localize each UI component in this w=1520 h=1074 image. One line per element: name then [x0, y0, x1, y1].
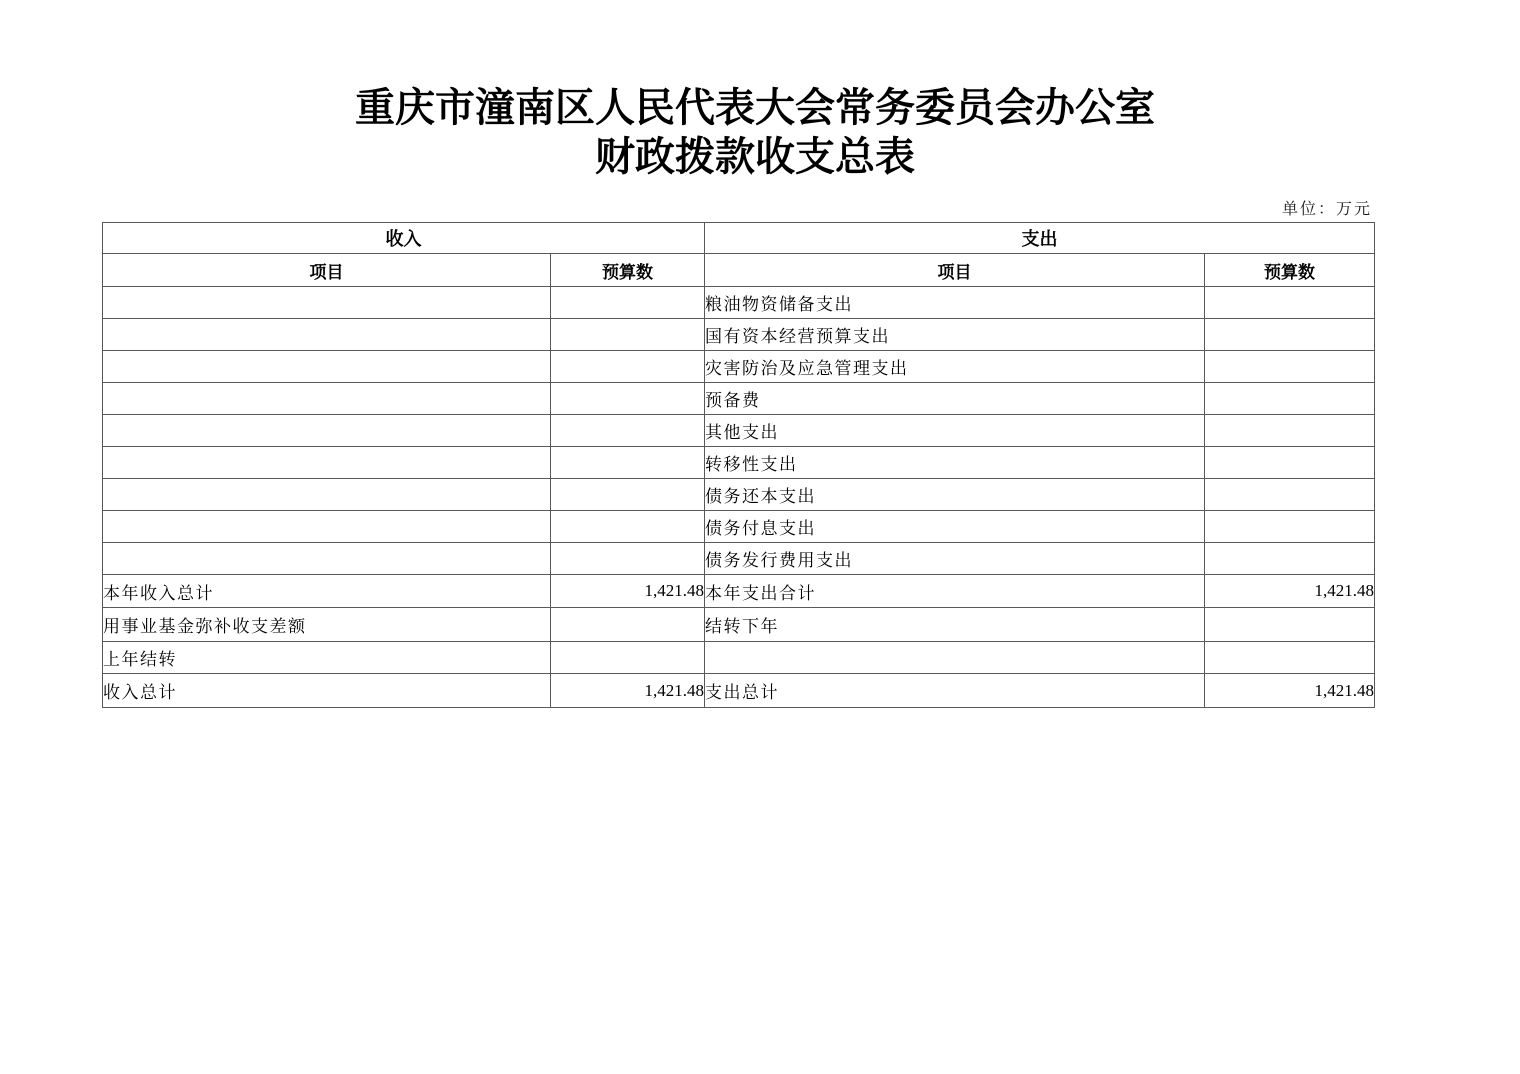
income-item-cell: 收入总计	[103, 674, 551, 708]
expense-budget-cell	[1205, 608, 1375, 642]
column-header-row	[103, 254, 1375, 287]
expense-item-cell: 结转下年	[705, 608, 1205, 642]
table-row	[103, 511, 1375, 543]
income-budget-cell	[551, 447, 705, 479]
expense-budget-header: 预算数	[1205, 254, 1375, 287]
income-item-cell: 用事业基金弥补收支差额	[103, 608, 551, 642]
table-row	[103, 543, 1375, 575]
title-line-2: 财政拨款收支总表	[595, 135, 915, 179]
expense-item-cell: 转移性支出	[705, 447, 1205, 479]
income-budget-cell	[551, 351, 705, 383]
expense-item-cell: 本年支出合计	[705, 575, 1205, 608]
expense-item-cell: 债务还本支出	[705, 479, 1205, 511]
income-item-cell	[103, 287, 551, 319]
expense-item-cell: 债务发行费用支出	[705, 543, 1205, 575]
expense-item-cell: 国有资本经营预算支出	[705, 319, 1205, 351]
table-row	[103, 447, 1375, 479]
table-row-year-total	[103, 575, 1375, 608]
income-budget-cell	[551, 543, 705, 575]
expense-budget-cell: 1,421.48	[1205, 575, 1375, 608]
expense-item-header: 项目	[705, 254, 1205, 287]
budget-table	[102, 222, 1375, 708]
income-item-cell	[103, 319, 551, 351]
income-budget-cell	[551, 415, 705, 447]
table-row-carryover	[103, 608, 1375, 642]
expense-budget-cell	[1205, 415, 1375, 447]
income-budget-header: 预算数	[551, 254, 705, 287]
expense-section-header: 支出	[705, 223, 1375, 254]
expense-budget-cell	[1205, 287, 1375, 319]
expense-budget-cell	[1205, 447, 1375, 479]
expense-item-cell: 其他支出	[705, 415, 1205, 447]
expense-item-cell: 预备费	[705, 383, 1205, 415]
income-budget-cell	[551, 511, 705, 543]
table-row-prior-year	[103, 642, 1375, 674]
income-budget-cell	[551, 287, 705, 319]
table-row	[103, 351, 1375, 383]
expense-item-cell	[705, 642, 1205, 674]
income-budget-cell: 1,421.48	[551, 674, 705, 708]
income-budget-cell: 1,421.48	[551, 575, 705, 608]
unit-note: 单位：万元	[1281, 201, 1372, 218]
title-line-1: 重庆市潼南区人民代表大会常务委员会办公室	[355, 86, 1155, 130]
expense-budget-cell	[1205, 351, 1375, 383]
income-item-header: 项目	[103, 254, 551, 287]
expense-item-cell: 灾害防治及应急管理支出	[705, 351, 1205, 383]
income-item-cell: 上年结转	[103, 642, 551, 674]
expense-item-cell: 债务付息支出	[705, 511, 1205, 543]
income-item-cell	[103, 543, 551, 575]
income-item-cell	[103, 351, 551, 383]
table-row	[103, 415, 1375, 447]
table-row	[103, 479, 1375, 511]
expense-item-cell: 支出总计	[705, 674, 1205, 708]
expense-budget-cell	[1205, 319, 1375, 351]
income-item-cell	[103, 447, 551, 479]
expense-budget-cell	[1205, 383, 1375, 415]
income-budget-cell	[551, 319, 705, 351]
income-item-cell	[103, 415, 551, 447]
section-header-row	[103, 223, 1375, 254]
income-budget-cell	[551, 642, 705, 674]
expense-budget-cell	[1205, 642, 1375, 674]
table-row	[103, 287, 1375, 319]
income-item-cell	[103, 479, 551, 511]
income-budget-cell	[551, 608, 705, 642]
expense-budget-cell	[1205, 543, 1375, 575]
page-title	[0, 84, 1510, 182]
income-budget-cell	[551, 479, 705, 511]
expense-budget-cell: 1,421.48	[1205, 674, 1375, 708]
expense-budget-cell	[1205, 479, 1375, 511]
expense-item-cell: 粮油物资储备支出	[705, 287, 1205, 319]
income-budget-cell	[551, 383, 705, 415]
income-item-cell	[103, 383, 551, 415]
table-row	[103, 383, 1375, 415]
table-row	[103, 319, 1375, 351]
table-row-grand-total	[103, 674, 1375, 708]
income-item-cell	[103, 511, 551, 543]
income-item-cell: 本年收入总计	[103, 575, 551, 608]
expense-budget-cell	[1205, 511, 1375, 543]
income-section-header: 收入	[103, 223, 705, 254]
